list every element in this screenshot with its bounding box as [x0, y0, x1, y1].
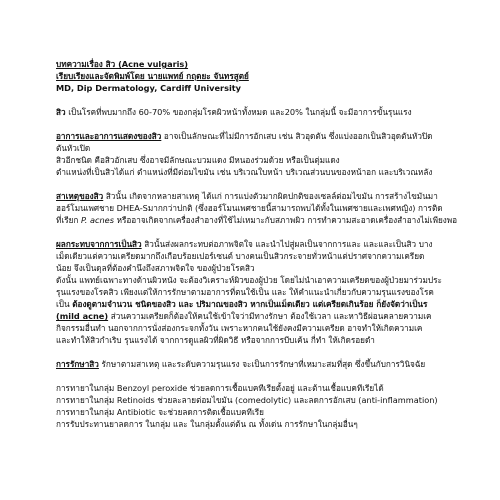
spacer [56, 370, 500, 382]
treatment-line-1 [56, 358, 500, 370]
symptoms-line-1 [56, 130, 500, 142]
impact-line-2: เม็ดเดียวแต่ความเครียดมากถึงเกือบร้อยเปอร์เซนต์ บางคนเป็นสิวกระจายทั่วหน้าแต่ปราศจากความเครียด [56, 251, 425, 261]
spacer [56, 178, 500, 190]
impact-line-3: น้อย จึงเป็นดุลที่ต้องคำนึงถึงสภาพจิตใจ ของผู้ป่วยโรคสิว [56, 263, 255, 273]
intro-text: เป็นโรคที่พบมากถึง 60-70% ของกลุ่มโรคผิวหน้าทั้งหมด และ20% ในกลุ่มนี้ จะมีอาการขั้นรุนแรง [65, 107, 412, 117]
symptoms-line-3: สิวอีกชนิด คือสิวอักเสบ ซึ่งอาจมีลักษณะบวมแดง มีหนองร่วมด้วย หรือเป็นตุ่มแดง [56, 155, 340, 165]
document-page [56, 58, 500, 500]
symptoms-heading: อาการและอาการแสดงของสิว [56, 131, 162, 141]
causes-heading: สาเหตุของสิว [56, 191, 104, 201]
causes-line-1 [56, 190, 500, 202]
symptoms-line-2: ตันหัวเปิด [56, 143, 91, 153]
causes-text-3b: หรืออาจเกิดจากเครื่องสำอางที่ใช้ไม่เหมาะกับสภาพผิว การทำความสะอาดเครื่องสำอางไม่เพียงพอ [113, 215, 458, 225]
spacer [56, 94, 500, 106]
impact-heading: ผลกระทบจากการเป็นสิว [56, 239, 142, 249]
treatment-item-retinoids: การทายาในกลุ่ม Retinoids ช่วยละลายต่อมไขมัน (comedolytic) และลดการอักเสบ (anti-inflammation) [56, 395, 438, 405]
treatment-item-benzoyl: การทายาในกลุ่ม Benzoyl peroxide ช่วยลดการเชื้อแบคทีเรียตั้งอยู่ และต้านเชื้อแบคทีเรียได้ [56, 383, 384, 393]
treatment-heading: การรักษาสิว [56, 359, 99, 369]
impact-text-7: ส่วนความเครียดก็ต้องให้คนใช้เข้าใจว่ามีทางรักษา ต้องใช้เวลา และหาวิธีผ่อนคลายความเค [108, 311, 432, 321]
causes-bacteria-name: P. acnes [80, 215, 114, 225]
impact-line-1 [56, 238, 500, 250]
impact-line-4: ดังนั้น แพทย์เฉพาะทางด้านผิวหนัง จะต้องวิเคราะห์ผิวของผู้ป่วย โดยไม่นำเอาความเครียดของผู้ป่วยมาร่วมประ [56, 275, 442, 285]
symptoms-text-1: อาจเป็นลักษณะที่ไม่มีการอักเสบ เช่น สิวอุดตัน ซึ่งแบ่งออกเป็นสิวอุดตันหัวปิด [161, 131, 433, 141]
causes-line-3 [56, 214, 500, 226]
intro-heading: สิว [56, 107, 66, 117]
causes-text-3a: ที่เรียก [56, 215, 81, 225]
author-line: เรียบเรียงและจัดพิมพ์โดย นายแพทย์ กฤตยะ จันทรสูตย์ [56, 71, 249, 81]
spacer [56, 346, 500, 358]
intro-paragraph [56, 106, 500, 118]
impact-line-7 [56, 310, 500, 322]
impact-line-9: และทำให้สิวกำเริบ รุนแรงได้ จากการดูแลผิวที่ผิดวิธี หรือจากการบีบเค้น กี่ทำ ให้เกิดรอยดำ [56, 335, 375, 345]
article-title: บทความเรื่อง สิว (Acne vulgaris) [56, 59, 189, 69]
impact-line-8: กิจกรรมอื่นทำ นอกจากการนั่งส่องกระจกทั้งวัน เพราะหากคนใช้ยังคงมีความเครียด อาจทำให้เกิดความเค [56, 323, 423, 333]
impact-emphasis-6: ต้องดูตามจำนวน ชนิดของสิว และ ปริมาณของสิว หากเป็นเม็ดเดียว แต่เครียดเกินร้อย ก็ยังจัดว่าเป็นร [72, 299, 428, 309]
spacer [56, 226, 500, 238]
impact-line-5: รุนแรงของโรคสิว เพียงแต่ให้การรักษาตามอาการที่ตนใช้เป็น และ ให้คำแนะนำเกี่ยวกับความรุนแรงของโรค [56, 287, 434, 297]
impact-text-6a: เป็น [56, 299, 73, 309]
author-credentials: MD, Dip Dermatology, Cardiff University [56, 83, 242, 93]
spacer [56, 118, 500, 130]
treatment-item-oral: การรับประทานยาลดการ ในกลุ่ม และ ในกลุ่มตั้งแต่ต้น ณ ทั้งเด่น การรักษาในกลุ่มอื่นๆ [56, 419, 358, 429]
symptoms-line-4: ตำแหน่งที่เป็นสิวได้แก่ ตำแหน่งที่มีต่อมไขมัน เช่น บริเวณใบหน้า บริเวณส่วนบนของหน้าอก และบริเวณหลัง [56, 167, 433, 177]
treatment-intro: รักษาตามสาเหตุ และระดับความรุนแรง จะเป็นการรักษาที่เหมาะสมที่สุด ซึ่งขึ้นกับการวินิจฉัย [98, 359, 426, 369]
causes-text-1: สิวนั้น เกิดจากหลายสาเหตุ ได้แก่ การแบ่งตัวมากผิดปกติของเซลล์ต่อมไขมัน การสร้างไขมันมา [103, 191, 438, 201]
impact-line-6 [56, 298, 500, 310]
causes-line-2: ฮอร์โมนเพศชาย DHEA-Sมากกว่าปกติ (ซึ่งฮอร์โมนเพศชายนี้สามารถพบได้ทั้งในเพศชายและเพศหญิง) การติด [56, 203, 443, 213]
impact-text-1: สิวนั้นส่งผลกระทบต่อภาพจิตใจ และนำไปสู่ผลเป็นจากการและ และและเป็นสิว บาง [141, 239, 433, 249]
mild-acne-term: (mild acne) [56, 311, 109, 321]
treatment-item-antibiotic: การทายาในกลุ่ม Antibiotic จะช่วยลดการติดเชื้อแบคทีเรีย [56, 407, 264, 417]
